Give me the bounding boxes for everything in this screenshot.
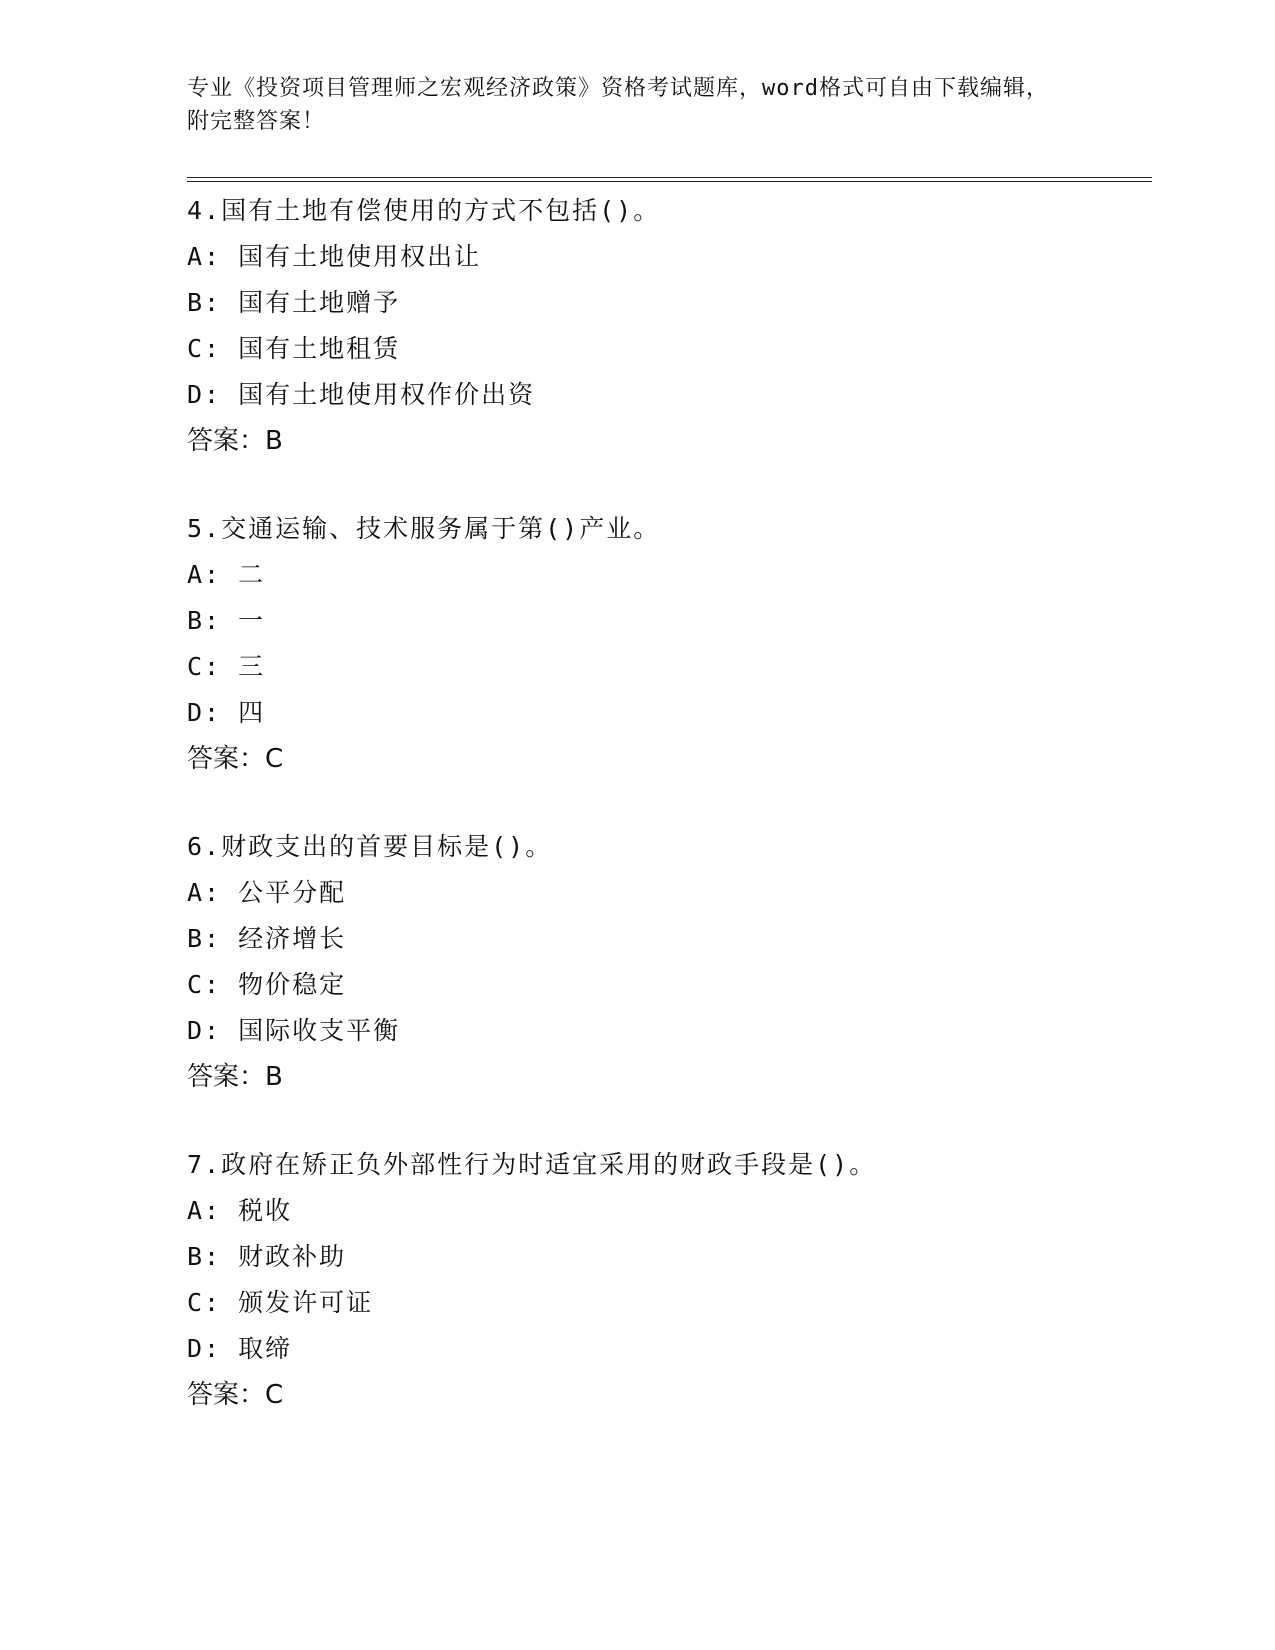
option-d: D: 国有土地使用权作价出资 bbox=[187, 380, 536, 409]
option-c: C: 颁发许可证 bbox=[187, 1288, 374, 1317]
option-a: A: 二 bbox=[187, 560, 266, 589]
option-b: B: 一 bbox=[187, 606, 266, 635]
answer-line: 答案：C bbox=[187, 1380, 284, 1410]
question-item bbox=[187, 188, 1152, 464]
option-d: D: 四 bbox=[187, 698, 266, 727]
question-item bbox=[187, 1142, 1152, 1418]
option-c: C: 物价稳定 bbox=[187, 970, 347, 999]
question-stem: 4.国有土地有偿使用的方式不包括()。 bbox=[187, 196, 661, 225]
option-b: B: 财政补助 bbox=[187, 1242, 347, 1271]
option-a: A: 税收 bbox=[187, 1196, 293, 1225]
question-list bbox=[187, 188, 1152, 1460]
question-stem: 6.财政支出的首要目标是()。 bbox=[187, 832, 553, 861]
option-a: A: 国有土地使用权出让 bbox=[187, 242, 482, 271]
question-stem: 5.交通运输、技术服务属于第()产业。 bbox=[187, 514, 661, 543]
option-b: B: 经济增长 bbox=[187, 924, 347, 953]
answer-line: 答案：C bbox=[187, 744, 284, 774]
question-stem: 7.政府在矫正负外部性行为时适宜采用的财政手段是()。 bbox=[187, 1150, 877, 1179]
option-b: B: 国有土地赠予 bbox=[187, 288, 401, 317]
question-item bbox=[187, 506, 1152, 782]
header-double-rule bbox=[187, 177, 1152, 182]
option-d: D: 国际收支平衡 bbox=[187, 1016, 401, 1045]
answer-line: 答案：B bbox=[187, 426, 283, 456]
answer-line: 答案：B bbox=[187, 1062, 283, 1092]
option-a: A: 公平分配 bbox=[187, 878, 347, 907]
document-header: 专业《投资项目管理师之宏观经济政策》资格考试题库，word格式可自由下载编辑，附完整答案！ bbox=[187, 76, 1049, 134]
question-item bbox=[187, 824, 1152, 1100]
option-c: C: 国有土地租赁 bbox=[187, 334, 401, 363]
option-c: C: 三 bbox=[187, 652, 266, 681]
option-d: D: 取缔 bbox=[187, 1334, 293, 1363]
